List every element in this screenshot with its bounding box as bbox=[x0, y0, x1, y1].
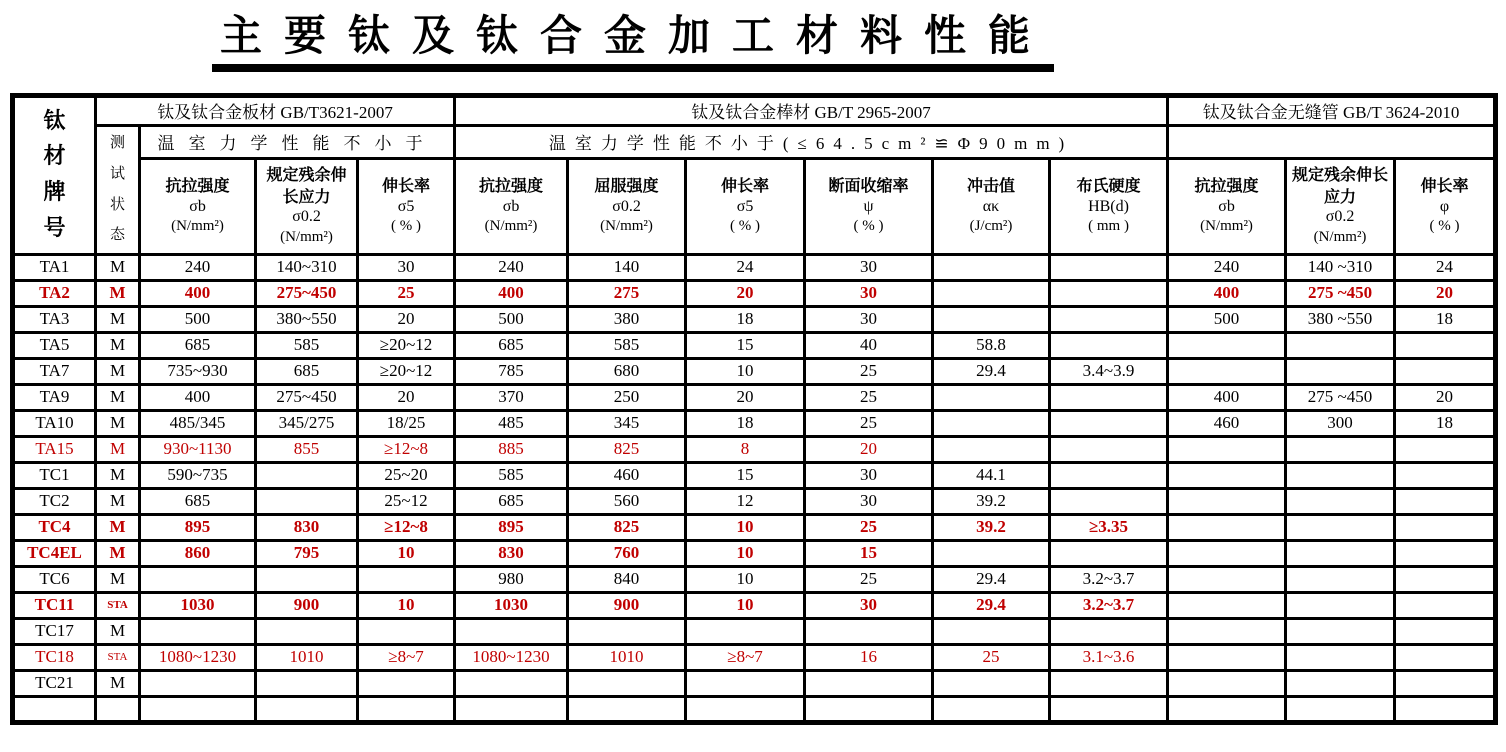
value-cell bbox=[1395, 566, 1496, 592]
value-cell bbox=[1050, 436, 1168, 462]
value-cell: 930~1130 bbox=[140, 436, 256, 462]
value-cell bbox=[140, 696, 256, 722]
value-cell: 1030 bbox=[140, 592, 256, 618]
value-cell: 400 bbox=[1168, 384, 1286, 410]
value-cell: 275 ~450 bbox=[1286, 384, 1395, 410]
value-cell: 240 bbox=[140, 254, 256, 280]
column-header-plate-tensile: 抗拉强度 σb (N/mm²) bbox=[140, 158, 256, 254]
value-cell bbox=[1050, 332, 1168, 358]
value-cell: 685 bbox=[140, 332, 256, 358]
value-cell bbox=[1050, 306, 1168, 332]
test-state-header bbox=[96, 125, 140, 254]
value-cell: 1010 bbox=[568, 644, 686, 670]
value-cell: 39.2 bbox=[933, 488, 1050, 514]
state-cell: M bbox=[96, 306, 140, 332]
value-cell: 240 bbox=[455, 254, 568, 280]
value-cell: 30 bbox=[805, 280, 933, 306]
value-cell bbox=[256, 670, 358, 696]
value-cell: 275~450 bbox=[256, 384, 358, 410]
value-cell bbox=[1286, 332, 1395, 358]
value-cell: 25 bbox=[805, 410, 933, 436]
value-cell bbox=[1168, 436, 1286, 462]
value-cell bbox=[256, 566, 358, 592]
value-cell: 24 bbox=[686, 254, 805, 280]
value-cell bbox=[140, 670, 256, 696]
value-cell bbox=[933, 254, 1050, 280]
value-cell: ≥12~8 bbox=[358, 514, 455, 540]
table-row bbox=[13, 592, 1496, 618]
value-cell bbox=[933, 618, 1050, 644]
page-title: 主要钛及钛合金加工材料性能 bbox=[212, 10, 1054, 72]
column-header-bar-yield: 屈服强度 σ0.2 (N/mm²) bbox=[568, 158, 686, 254]
grade-cell: TA10 bbox=[13, 410, 96, 436]
value-cell bbox=[256, 462, 358, 488]
value-cell: 10 bbox=[686, 566, 805, 592]
value-cell: 30 bbox=[805, 592, 933, 618]
value-cell: 30 bbox=[805, 254, 933, 280]
value-cell bbox=[1395, 670, 1496, 696]
value-cell: 18 bbox=[1395, 306, 1496, 332]
value-cell: ≥20~12 bbox=[358, 358, 455, 384]
value-cell: 760 bbox=[568, 540, 686, 566]
value-cell: 380 bbox=[568, 306, 686, 332]
value-cell bbox=[455, 670, 568, 696]
value-cell: 10 bbox=[686, 358, 805, 384]
state-cell: STA bbox=[96, 644, 140, 670]
value-cell: 25 bbox=[805, 514, 933, 540]
state-cell: STA bbox=[96, 592, 140, 618]
value-cell: 12 bbox=[686, 488, 805, 514]
value-cell: 20 bbox=[1395, 280, 1496, 306]
value-cell bbox=[1050, 254, 1168, 280]
table-row bbox=[13, 514, 1496, 540]
value-cell: ≥8~7 bbox=[358, 644, 455, 670]
state-cell: M bbox=[96, 332, 140, 358]
value-cell: 500 bbox=[455, 306, 568, 332]
table-row bbox=[13, 670, 1496, 696]
value-cell bbox=[1395, 592, 1496, 618]
value-cell bbox=[1286, 488, 1395, 514]
value-cell bbox=[1286, 358, 1395, 384]
value-cell bbox=[358, 566, 455, 592]
value-cell: 840 bbox=[568, 566, 686, 592]
value-cell: 10 bbox=[686, 540, 805, 566]
value-cell bbox=[256, 618, 358, 644]
value-cell: 30 bbox=[805, 306, 933, 332]
group-header-bar: 钛及钛合金棒材 GB/T 2965-2007 bbox=[455, 95, 1168, 125]
value-cell bbox=[1286, 592, 1395, 618]
value-cell bbox=[1286, 436, 1395, 462]
group-header-plate: 钛及钛合金板材 GB/T3621-2007 bbox=[96, 95, 455, 125]
value-cell bbox=[1168, 592, 1286, 618]
value-cell: 400 bbox=[140, 280, 256, 306]
value-cell bbox=[1395, 332, 1496, 358]
table-body bbox=[13, 254, 1496, 722]
value-cell bbox=[933, 540, 1050, 566]
table-row bbox=[13, 332, 1496, 358]
value-cell: 895 bbox=[140, 514, 256, 540]
value-cell: 16 bbox=[805, 644, 933, 670]
value-cell: 345/275 bbox=[256, 410, 358, 436]
value-cell bbox=[1286, 514, 1395, 540]
value-cell: 40 bbox=[805, 332, 933, 358]
value-cell bbox=[1286, 644, 1395, 670]
value-cell: 585 bbox=[455, 462, 568, 488]
column-header-bar-reduction: 断面收缩率 ψ ( % ) bbox=[805, 158, 933, 254]
value-cell bbox=[1168, 462, 1286, 488]
value-cell: 855 bbox=[256, 436, 358, 462]
value-cell: 460 bbox=[568, 462, 686, 488]
value-cell bbox=[805, 696, 933, 722]
value-cell bbox=[805, 618, 933, 644]
value-cell bbox=[933, 306, 1050, 332]
value-cell bbox=[455, 696, 568, 722]
table-row bbox=[13, 254, 1496, 280]
value-cell: ≥8~7 bbox=[686, 644, 805, 670]
value-cell: 685 bbox=[455, 488, 568, 514]
value-cell: 485/345 bbox=[140, 410, 256, 436]
value-cell: 830 bbox=[455, 540, 568, 566]
value-cell bbox=[455, 618, 568, 644]
value-cell: 300 bbox=[1286, 410, 1395, 436]
value-cell: 500 bbox=[140, 306, 256, 332]
value-cell bbox=[1168, 332, 1286, 358]
grade-cell: TC4EL bbox=[13, 540, 96, 566]
grade-cell: TA9 bbox=[13, 384, 96, 410]
value-cell: 250 bbox=[568, 384, 686, 410]
table-row bbox=[13, 306, 1496, 332]
value-cell: 25~20 bbox=[358, 462, 455, 488]
value-cell: 3.2~3.7 bbox=[1050, 592, 1168, 618]
table-row bbox=[13, 462, 1496, 488]
value-cell: 15 bbox=[805, 540, 933, 566]
state-cell: M bbox=[96, 384, 140, 410]
value-cell: 30 bbox=[805, 488, 933, 514]
value-cell bbox=[256, 696, 358, 722]
column-header-plate-residual: 规定残余伸长应力 σ0.2 (N/mm²) bbox=[256, 158, 358, 254]
value-cell bbox=[358, 670, 455, 696]
state-cell: M bbox=[96, 514, 140, 540]
value-cell bbox=[1050, 670, 1168, 696]
value-cell: 900 bbox=[256, 592, 358, 618]
value-cell: 30 bbox=[358, 254, 455, 280]
value-cell bbox=[1395, 462, 1496, 488]
value-cell bbox=[1050, 410, 1168, 436]
value-cell: 20 bbox=[1395, 384, 1496, 410]
value-cell bbox=[1395, 358, 1496, 384]
grade-cell: TC6 bbox=[13, 566, 96, 592]
column-header-tube-residual: 规定残余伸长应力 σ0.2 (N/mm²) bbox=[1286, 158, 1395, 254]
value-cell: 44.1 bbox=[933, 462, 1050, 488]
grade-cell: TA3 bbox=[13, 306, 96, 332]
grade-cell: TC11 bbox=[13, 592, 96, 618]
column-header-tube-elongation: 伸长率 φ ( % ) bbox=[1395, 158, 1496, 254]
value-cell: 1080~1230 bbox=[455, 644, 568, 670]
value-cell bbox=[1395, 696, 1496, 722]
value-cell: 20 bbox=[358, 384, 455, 410]
subtitle-plate: 温室力学性能不小于 bbox=[140, 125, 455, 158]
grade-column-header bbox=[13, 95, 96, 254]
value-cell: 25 bbox=[358, 280, 455, 306]
value-cell bbox=[1395, 514, 1496, 540]
value-cell: 825 bbox=[568, 514, 686, 540]
value-cell bbox=[686, 696, 805, 722]
value-cell: 275 bbox=[568, 280, 686, 306]
value-cell: 685 bbox=[256, 358, 358, 384]
value-cell bbox=[140, 566, 256, 592]
table-row bbox=[13, 696, 1496, 722]
table-row bbox=[13, 540, 1496, 566]
column-header-bar-impact: 冲击值 ακ (J/cm²) bbox=[933, 158, 1050, 254]
value-cell: 500 bbox=[1168, 306, 1286, 332]
value-cell: 685 bbox=[140, 488, 256, 514]
state-cell: M bbox=[96, 670, 140, 696]
value-cell: 345 bbox=[568, 410, 686, 436]
value-cell: 900 bbox=[568, 592, 686, 618]
value-cell: ≥3.35 bbox=[1050, 514, 1168, 540]
column-header-bar-tensile: 抗拉强度 σb (N/mm²) bbox=[455, 158, 568, 254]
value-cell: 590~735 bbox=[140, 462, 256, 488]
state-cell: M bbox=[96, 540, 140, 566]
grade-cell: TA1 bbox=[13, 254, 96, 280]
state-cell bbox=[96, 696, 140, 722]
subtitle-bar: 温室力学性能不小于(≤64.5cm²≌Φ90mm) bbox=[455, 125, 1168, 158]
table-row bbox=[13, 488, 1496, 514]
grade-column-header-label: 钛材牌号 bbox=[43, 108, 66, 241]
value-cell bbox=[1050, 462, 1168, 488]
state-cell: M bbox=[96, 566, 140, 592]
value-cell: 680 bbox=[568, 358, 686, 384]
state-cell: M bbox=[96, 618, 140, 644]
value-cell: 18/25 bbox=[358, 410, 455, 436]
value-cell: 24 bbox=[1395, 254, 1496, 280]
value-cell: 140 bbox=[568, 254, 686, 280]
value-cell: 30 bbox=[805, 462, 933, 488]
value-cell: 18 bbox=[686, 306, 805, 332]
value-cell bbox=[1286, 696, 1395, 722]
value-cell bbox=[1168, 670, 1286, 696]
value-cell bbox=[1168, 514, 1286, 540]
table-row bbox=[13, 384, 1496, 410]
value-cell: 20 bbox=[805, 436, 933, 462]
value-cell bbox=[1395, 618, 1496, 644]
value-cell: 39.2 bbox=[933, 514, 1050, 540]
value-cell bbox=[1050, 696, 1168, 722]
value-cell: 29.4 bbox=[933, 592, 1050, 618]
value-cell: 785 bbox=[455, 358, 568, 384]
grade-cell: TC2 bbox=[13, 488, 96, 514]
value-cell bbox=[1050, 384, 1168, 410]
value-cell: 3.4~3.9 bbox=[1050, 358, 1168, 384]
value-cell: 860 bbox=[140, 540, 256, 566]
value-cell: 275 ~450 bbox=[1286, 280, 1395, 306]
value-cell bbox=[933, 410, 1050, 436]
value-cell: 140 ~310 bbox=[1286, 254, 1395, 280]
value-cell: 560 bbox=[568, 488, 686, 514]
table-row bbox=[13, 436, 1496, 462]
grade-cell: TC18 bbox=[13, 644, 96, 670]
value-cell: 980 bbox=[455, 566, 568, 592]
value-cell bbox=[686, 670, 805, 696]
state-cell: M bbox=[96, 462, 140, 488]
value-cell: ≥12~8 bbox=[358, 436, 455, 462]
subtitle-tube bbox=[1168, 125, 1496, 158]
test-state-header-label: 测试状态 bbox=[109, 135, 125, 244]
state-cell: M bbox=[96, 410, 140, 436]
value-cell bbox=[933, 696, 1050, 722]
value-cell: 18 bbox=[686, 410, 805, 436]
value-cell: 10 bbox=[686, 514, 805, 540]
value-cell: 380~550 bbox=[256, 306, 358, 332]
value-cell bbox=[358, 696, 455, 722]
value-cell bbox=[1395, 436, 1496, 462]
value-cell bbox=[1286, 462, 1395, 488]
state-cell: M bbox=[96, 488, 140, 514]
value-cell bbox=[1395, 540, 1496, 566]
value-cell: 460 bbox=[1168, 410, 1286, 436]
state-cell: M bbox=[96, 254, 140, 280]
value-cell: 585 bbox=[256, 332, 358, 358]
value-cell: 3.2~3.7 bbox=[1050, 566, 1168, 592]
value-cell bbox=[1050, 280, 1168, 306]
value-cell bbox=[1286, 566, 1395, 592]
value-cell: 10 bbox=[358, 540, 455, 566]
value-cell bbox=[568, 696, 686, 722]
value-cell: 25 bbox=[805, 358, 933, 384]
value-cell bbox=[568, 670, 686, 696]
grade-cell: TA2 bbox=[13, 280, 96, 306]
value-cell: ≥20~12 bbox=[358, 332, 455, 358]
value-cell bbox=[933, 384, 1050, 410]
value-cell bbox=[1050, 540, 1168, 566]
value-cell: 735~930 bbox=[140, 358, 256, 384]
titanium-properties-table bbox=[10, 93, 1498, 725]
value-cell bbox=[933, 436, 1050, 462]
grade-cell: TA7 bbox=[13, 358, 96, 384]
value-cell: 380 ~550 bbox=[1286, 306, 1395, 332]
value-cell: 58.8 bbox=[933, 332, 1050, 358]
value-cell bbox=[1050, 488, 1168, 514]
value-cell: 25 bbox=[933, 644, 1050, 670]
table-row bbox=[13, 644, 1496, 670]
value-cell: 1010 bbox=[256, 644, 358, 670]
value-cell: 15 bbox=[686, 462, 805, 488]
value-cell: 25~12 bbox=[358, 488, 455, 514]
table-row bbox=[13, 358, 1496, 384]
value-cell: 895 bbox=[455, 514, 568, 540]
value-cell: 275~450 bbox=[256, 280, 358, 306]
value-cell bbox=[1286, 540, 1395, 566]
value-cell: 400 bbox=[455, 280, 568, 306]
value-cell: 10 bbox=[358, 592, 455, 618]
grade-cell: TA5 bbox=[13, 332, 96, 358]
value-cell: 15 bbox=[686, 332, 805, 358]
value-cell bbox=[256, 488, 358, 514]
value-cell bbox=[1168, 618, 1286, 644]
value-cell: 585 bbox=[568, 332, 686, 358]
table-row bbox=[13, 410, 1496, 436]
value-cell: 370 bbox=[455, 384, 568, 410]
grade-cell: TC17 bbox=[13, 618, 96, 644]
value-cell: 400 bbox=[1168, 280, 1286, 306]
value-cell bbox=[933, 670, 1050, 696]
column-header-tube-tensile: 抗拉强度 σb (N/mm²) bbox=[1168, 158, 1286, 254]
value-cell bbox=[358, 618, 455, 644]
column-header-bar-brinell: 布氏硬度 HB(d) ( mm ) bbox=[1050, 158, 1168, 254]
value-cell bbox=[1168, 358, 1286, 384]
value-cell bbox=[1286, 670, 1395, 696]
grade-cell: TA15 bbox=[13, 436, 96, 462]
value-cell bbox=[933, 280, 1050, 306]
group-header-tube: 钛及钛合金无缝管 GB/T 3624-2010 bbox=[1168, 95, 1496, 125]
value-cell bbox=[1395, 488, 1496, 514]
value-cell: 830 bbox=[256, 514, 358, 540]
state-cell: M bbox=[96, 436, 140, 462]
state-cell: M bbox=[96, 358, 140, 384]
table-row bbox=[13, 566, 1496, 592]
value-cell: 825 bbox=[568, 436, 686, 462]
value-cell: 240 bbox=[1168, 254, 1286, 280]
value-cell: 795 bbox=[256, 540, 358, 566]
value-cell: 20 bbox=[686, 280, 805, 306]
value-cell: 140~310 bbox=[256, 254, 358, 280]
value-cell: 1080~1230 bbox=[140, 644, 256, 670]
value-cell: 8 bbox=[686, 436, 805, 462]
grade-cell bbox=[13, 696, 96, 722]
value-cell bbox=[1168, 644, 1286, 670]
column-header-plate-elongation: 伸长率 σ5 ( % ) bbox=[358, 158, 455, 254]
value-cell bbox=[140, 618, 256, 644]
value-cell: 400 bbox=[140, 384, 256, 410]
value-cell: 29.4 bbox=[933, 566, 1050, 592]
value-cell: 29.4 bbox=[933, 358, 1050, 384]
table-row bbox=[13, 618, 1496, 644]
value-cell: 3.1~3.6 bbox=[1050, 644, 1168, 670]
value-cell: 885 bbox=[455, 436, 568, 462]
value-cell bbox=[1395, 644, 1496, 670]
value-cell bbox=[1050, 618, 1168, 644]
value-cell: 1030 bbox=[455, 592, 568, 618]
value-cell: 20 bbox=[358, 306, 455, 332]
value-cell bbox=[686, 618, 805, 644]
value-cell bbox=[568, 618, 686, 644]
value-cell: 18 bbox=[1395, 410, 1496, 436]
column-header-bar-elongation: 伸长率 σ5 ( % ) bbox=[686, 158, 805, 254]
value-cell bbox=[1168, 540, 1286, 566]
value-cell bbox=[1286, 618, 1395, 644]
value-cell bbox=[1168, 696, 1286, 722]
table-row bbox=[13, 280, 1496, 306]
value-cell: 685 bbox=[455, 332, 568, 358]
state-cell: M bbox=[96, 280, 140, 306]
value-cell bbox=[1168, 566, 1286, 592]
value-cell bbox=[805, 670, 933, 696]
value-cell: 25 bbox=[805, 566, 933, 592]
grade-cell: TC1 bbox=[13, 462, 96, 488]
value-cell bbox=[1168, 488, 1286, 514]
grade-cell: TC21 bbox=[13, 670, 96, 696]
value-cell: 485 bbox=[455, 410, 568, 436]
value-cell: 20 bbox=[686, 384, 805, 410]
value-cell: 25 bbox=[805, 384, 933, 410]
value-cell: 10 bbox=[686, 592, 805, 618]
grade-cell: TC4 bbox=[13, 514, 96, 540]
